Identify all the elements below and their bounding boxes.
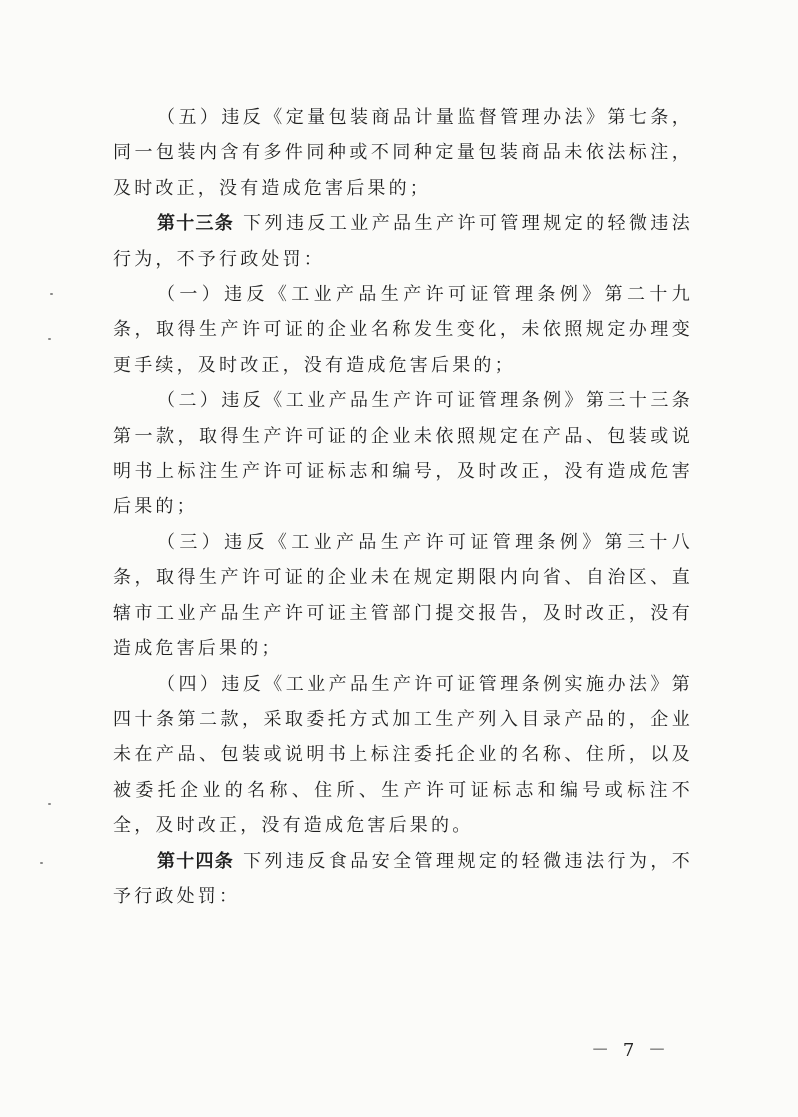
article-13 xyxy=(113,206,693,277)
paragraph-item-two xyxy=(113,383,693,525)
document-body xyxy=(113,100,693,914)
paragraph-text: （五）违反《定量包装商品计量监督管理办法》第七条，同一包装内含有多件同种或不同种定量包装商品未依法标注，及时改正，没有造成危害后果的； xyxy=(113,107,693,199)
paragraph-item-one xyxy=(113,277,693,383)
article-heading: 第十三条 xyxy=(157,213,234,235)
paragraph-item-four xyxy=(113,667,693,844)
paragraph-text: 下列违反工业产品生产许可管理规定的轻微违法行为，不予行政处罚： xyxy=(113,213,694,270)
article-heading: 第十四条 xyxy=(157,850,234,872)
paragraph-text: （四）违反《工业产品生产许可证管理条例实施办法》第四十条第二款，采取委托方式加工生产列入目录产品的，企业未在产品、包装或说明书上标注委托企业的名称、住所，以及被委托企业的名称、住所、生产许可证标志和编号或标注不全，及时改正，没有造成危害后果的。 xyxy=(113,673,693,837)
paragraph-text: （二）违反《工业产品生产许可证管理条例》第三十三条第一款，取得生产许可证的企业未依照规定在产品、包装或说明书上标注生产许可证标志和编号，及时改正，没有造成危害后果的； xyxy=(113,390,693,518)
page-number: － 7 － xyxy=(591,1040,670,1061)
article-14 xyxy=(113,844,693,915)
scan-speck xyxy=(50,293,53,295)
paragraph-text: （一）违反《工业产品生产许可证管理条例》第二十九条，取得生产许可证的企业名称发生变化，未依照规定办理变更手续，及时改正，没有造成危害后果的； xyxy=(113,284,693,376)
scan-speck xyxy=(40,862,43,864)
scan-speck xyxy=(48,803,51,805)
paragraph-text: （三）违反《工业产品生产许可证管理条例》第三十八条，取得生产许可证的企业未在规定期限内向省、自治区、直辖市工业产品生产许可证主管部门提交报告，及时改正，没有造成危害后果的； xyxy=(113,531,693,660)
paragraph-item-three xyxy=(113,525,693,667)
paragraph-item-five xyxy=(113,100,693,206)
paragraph-text: 下列违反食品安全管理规定的轻微违法行为，不予行政处罚： xyxy=(113,850,694,907)
scan-speck xyxy=(48,338,51,340)
